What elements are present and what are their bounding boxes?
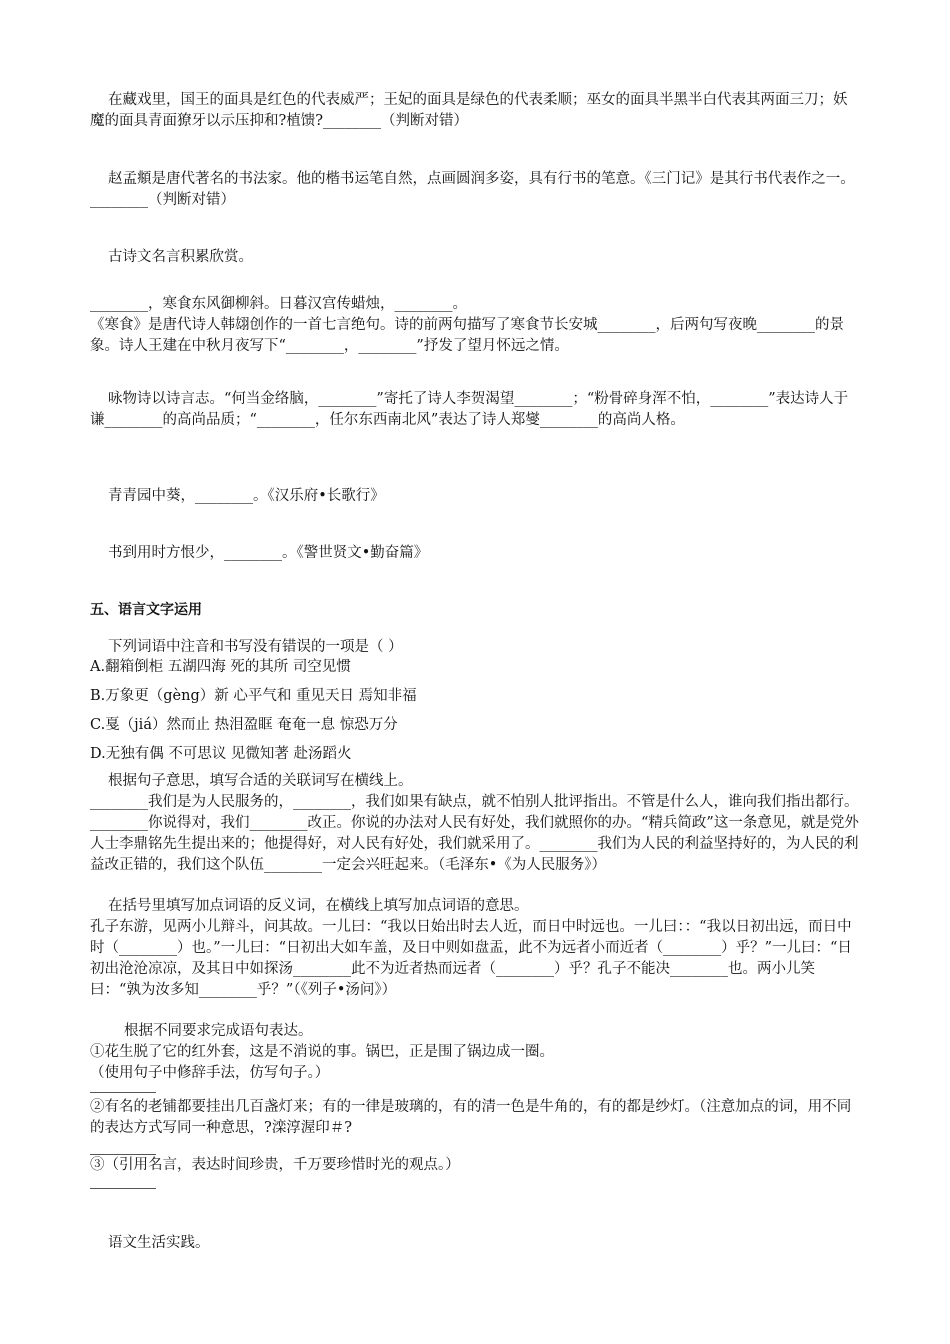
question-yongwu-poetry xyxy=(90,389,860,431)
question-passage: ________我们是为人民服务的，________，我们如果有缺点，就不怕别人批评指出。不管是什么人，谁向我们指出都行。________你说得对，我们________改正。你说的办法对人民有好处，我们就照你的办。“精兵简政”这一条意见，就是党外人士李鼎铭先生提出来的；他提得好，对人民有好处，我们就采用了。________我们为人民的利益坚持好的，为人民的利益改正错的，我们这个队伍________一定会兴旺起来。（毛泽东•《为人民服务》） xyxy=(90,794,859,873)
question-antonyms xyxy=(90,896,860,1001)
question-text: 赵孟頫是唐代著名的书法家。他的楷书运笔自然，点画圆润多姿，具有行书的笔意。《三门记》是其行书代表作之一。________（判断对错） xyxy=(90,171,855,208)
question-tibetan-opera xyxy=(90,90,860,132)
question-poetry-title xyxy=(90,247,860,268)
answer-line-3 xyxy=(90,1188,156,1189)
question-stem: 在括号里填写加点词语的反义词，在横线上填写加点词语的意思。 xyxy=(108,898,529,914)
expression-item-3: ③（引用名言，表达时间珍贵，千万要珍惜时光的观点。） xyxy=(90,1157,460,1173)
option-c: C.戛（jiá）然而止 热泪盈眶 奄奄一息 惊恐万分 xyxy=(90,717,398,733)
question-text: 咏物诗以诗言志。“何当金络脑，________”寄托了诗人李贺渴望________；“粉骨碎身浑不怕，________”表达诗人于谦________的高尚品质；“________，任尔东西南北风”表达了诗人郑燮________的高尚人格。 xyxy=(90,391,849,428)
question-stem: 下列词语中注音和书写没有错误的一项是（ ） xyxy=(108,639,403,655)
question-text: 书到用时方恨少，________。《警世贤文•勤奋篇》 xyxy=(108,545,429,561)
expression-item-1-requirement: （使用句子中修辞手法，仿写句子。） xyxy=(90,1065,330,1081)
option-b: B.万象更（gèng）新 心平气和 重见天日 焉知非福 xyxy=(90,688,417,704)
question-title: 语文生活实践。 xyxy=(108,1235,210,1251)
poem-line: ________，寒食东风御柳斜。日暮汉宫传蜡烛，________。 xyxy=(90,296,467,312)
question-expression xyxy=(90,1021,860,1084)
question-hanshi-poem xyxy=(90,294,860,357)
answer-line-1 xyxy=(90,1092,156,1093)
question-practice xyxy=(90,1233,860,1254)
question-zhao-mengfu xyxy=(90,169,860,211)
question-title: 古诗文名言积累欣赏。 xyxy=(108,249,253,265)
question-passage: 孔子东游，见两小儿辩斗，问其故。一儿曰：“我以日始出时去人近，而日中时远也。一儿曰：：“我以日初出远，而日中时（________）也。”一儿曰：“日初出大如车盖，及日中则如盘盂，此不为远者小而近者（________）乎？”一儿曰：“日初出沧沧凉凉，及其日中如探汤________此不为近者热而远者（________）乎？孔子不能决________也。两小儿笑曰：“孰为汝多知________乎？”（《列子•汤问》） xyxy=(90,919,852,998)
option-d: D.无独有偶 不可思议 见微知著 赴汤蹈火 xyxy=(90,746,352,762)
question-changgexing xyxy=(90,486,860,507)
expression-item-2: ②有名的老铺都要挂出几百盏灯来；有的一律是玻璃的，有的清一色是牛角的，有的都是纱灯。（注意加点的词，用不同的表达方式写同一种意思，?滦淳渥印＃? xyxy=(90,1099,852,1136)
expression-item-3-block xyxy=(90,1155,860,1176)
question-stem: 根据不同要求完成语句表达。 xyxy=(124,1023,313,1039)
option-a: A.翻箱倒柜 五湖四海 死的其所 司空见惯 xyxy=(90,659,351,675)
question-stem: 根据句子意思，填写合适的关联词写在横线上。 xyxy=(108,773,413,789)
question-jingshi xyxy=(90,543,860,564)
expression-item-2-block xyxy=(90,1097,860,1139)
question-conjunctions xyxy=(90,771,860,876)
poem-analysis: 《寒食》是唐代诗人韩翃创作的一首七言绝句。诗的前两句描写了寒食节长安城________，后两句写夜晚________的景象。诗人王建在中秋月夜写下“________，________”抒发了望月怀远之情。 xyxy=(90,317,844,354)
mc-options xyxy=(90,653,860,769)
section-heading: 五、语言文字运用 xyxy=(90,602,202,618)
question-text: 青青园中葵，________。《汉乐府•长歌行》 xyxy=(108,488,385,504)
question-text: 在藏戏里，国王的面具是红色的代表威严；王妃的面具是绿色的代表柔顺；巫女的面具半黑半白代表其两面三刀；妖魔的面具青面獠牙以示压抑和?植馈?________（判断对错） xyxy=(90,92,848,129)
expression-item-1: ①花生脱了它的红外套，这是不消说的事。锅巴，正是围了锅边成一圈。 xyxy=(90,1044,554,1060)
